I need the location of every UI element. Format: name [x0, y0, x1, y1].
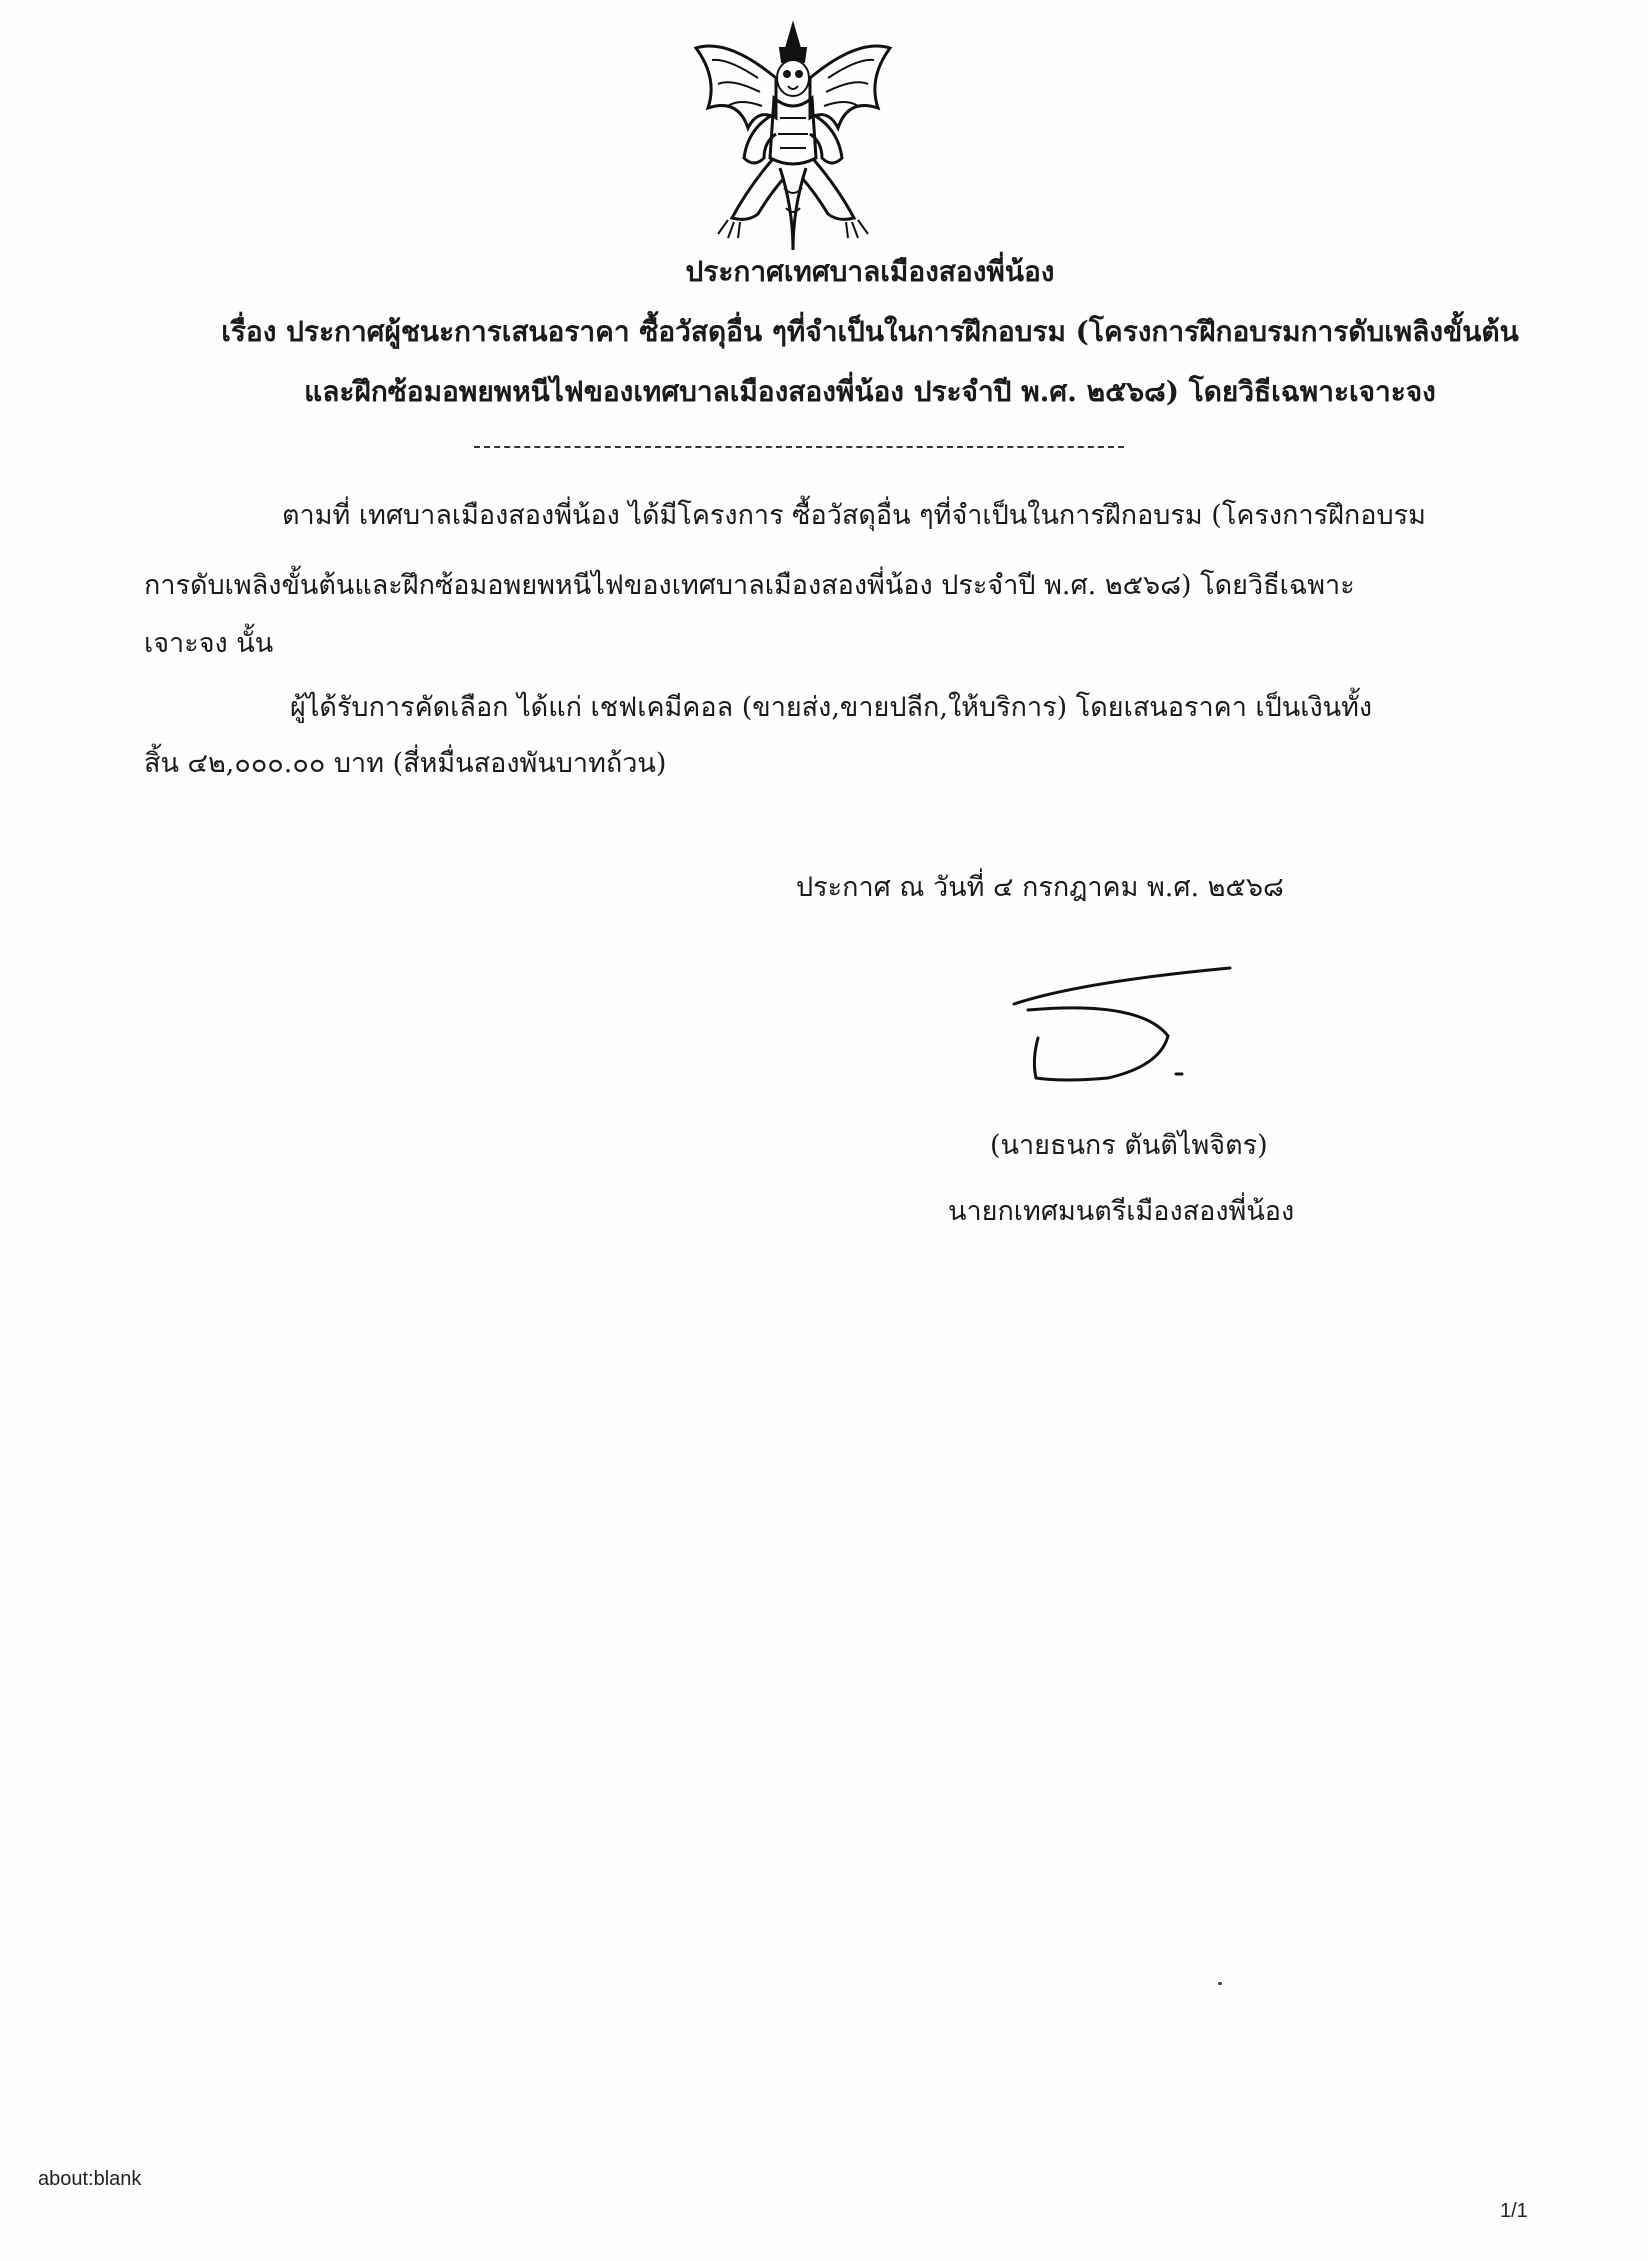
garuda-emblem-icon: [688, 18, 898, 258]
body-paragraph-2-line-1: ผู้ได้รับการคัดเลือก ได้แก่ เชฟเคมีคอล (ขายส่ง,ขายปลีก,ให้บริการ) โดยเสนอราคา เป็นเงินทั้ง: [290, 692, 1373, 723]
signer-name: (นายธนกร ตันติไพจิตร): [990, 1130, 1268, 1161]
footer-page-count: 1/1: [1500, 2200, 1528, 2222]
dashed-divider: [474, 446, 1124, 448]
announcement-subject-line-1: เรื่อง ประกาศผู้ชนะการเสนอราคา ซื้อวัสดุอื่น ๆที่จำเป็นในการฝึกอบรม (โครงการฝึกอบรมการดับเพลิงขั้นต้น: [221, 315, 1519, 348]
announcement-subject-line-2: และฝึกซ้อมอพยพหนีไฟของเทศบาลเมืองสองพี่น้อง ประจำปี พ.ศ. ๒๕๖๘) โดยวิธีเฉพาะเจาะจง: [304, 375, 1436, 408]
announcement-heading: ประกาศเทศบาลเมืองสองพี่น้อง: [685, 255, 1055, 288]
body-paragraph-2-line-2: สิ้น ๔๒,๐๐๐.๐๐ บาท (สี่หมื่นสองพันบาทถ้วน): [144, 748, 667, 779]
signer-title: นายกเทศมนตรีเมืองสองพี่น้อง: [948, 1196, 1295, 1227]
handwritten-signature: [1000, 960, 1240, 1110]
body-paragraph-1-line-1: ตามที่ เทศบาลเมืองสองพี่น้อง ได้มีโครงการ ซื้อวัสดุอื่น ๆที่จำเป็นในการฝึกอบรม (โครงการฝึกอบรม: [282, 500, 1426, 531]
announcement-date: ประกาศ ณ วันที่ ๔ กรกฎาคม พ.ศ. ๒๕๖๘: [796, 872, 1284, 903]
body-paragraph-1-line-3: เจาะจง นั้น: [144, 628, 274, 659]
scan-speck: [1218, 1982, 1222, 1985]
footer-url: about:blank: [38, 2168, 142, 2190]
body-paragraph-1-line-2: การดับเพลิงขั้นต้นและฝึกซ้อมอพยพหนีไฟของเทศบาลเมืองสองพี่น้อง ประจำปี พ.ศ. ๒๕๖๘) โดยวิธีเฉพาะ: [144, 570, 1355, 601]
